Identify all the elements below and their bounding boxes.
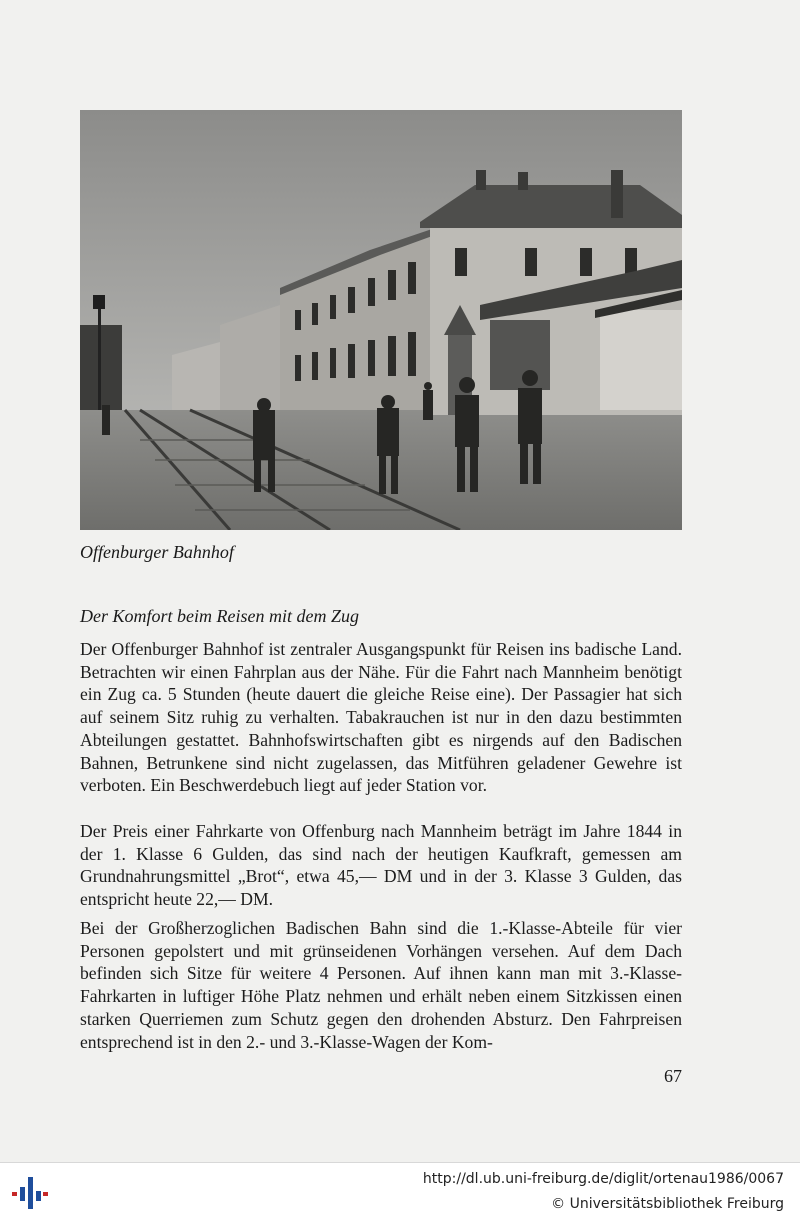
library-logo-icon [10,1173,50,1213]
copyright-notice: © Universitätsbibliothek Freiburg [551,1196,784,1212]
body-paragraph-3: Bei der Großherzoglichen Badischen Bahn sind die 1.-Klasse-Abteile für vier Personen gepolstert und mit grünseidenen Vorhängen versehen. Auf dem Dach befinden sich Sitze für weitere 4 Personen. Auf ihnen kann man mit 3.-Klasse-Fahrkarten in luftiger Höhe Platz nehmen und erhält neben einem Sitzkissen einen starken Querriemen zum Schutz gegen den drohenden Absturz. Den Fahrpreisen entsprechend ist in den 2.- und 3.-Klasse-Wagen der Kom- [80,918,682,1052]
figure-caption: Offenburger Bahnhof [80,542,234,562]
body-paragraph-2: Der Preis einer Fahrkarte von Offenburg nach Mannheim beträgt im Jahre 1844 in der 1. Klasse 6 Gulden, das sind nach der heutigen Kaufkraft, gemessen am Grundnahrungsmittel „Brot“, etwa 45,— DM und in der 3. Klasse 3 Gulden, das entspricht heute 22,— DM. [80,821,682,910]
section-heading: Der Komfort beim Reisen mit dem Zug [80,606,359,626]
permalink-url[interactable]: http://dl.ub.uni-freiburg.de/diglit/ortenau1986/0067 [422,1171,784,1187]
station-photo-drawing [80,110,682,530]
page-number: 67 [664,1066,682,1086]
viewer-footer [0,1162,800,1221]
station-photograph [80,110,682,530]
body-paragraph-1: Der Offenburger Bahnhof ist zentraler Ausgangspunkt für Reisen ins badische Land. Betrachten wir einen Fahrplan aus der Nähe. Für die Fahrt nach Mannheim benötigt ein Zug ca. 5 Stunden (heute dauert die gleiche Reise eine). Der Passagier hat sich auf seinem Sitz ruhig zu verhalten. Tabakrauchen ist nur in den dazu bestimmten Abteilungen gestattet. Bahnhofswirtschaften gibt es nirgends auf den Badischen Bahnen, Betrunkene sind nicht zugelassen, das Mitführen geladener Gewehre ist verboten. Ein Beschwerdebuch liegt auf jeder Station vor. [80,639,682,796]
